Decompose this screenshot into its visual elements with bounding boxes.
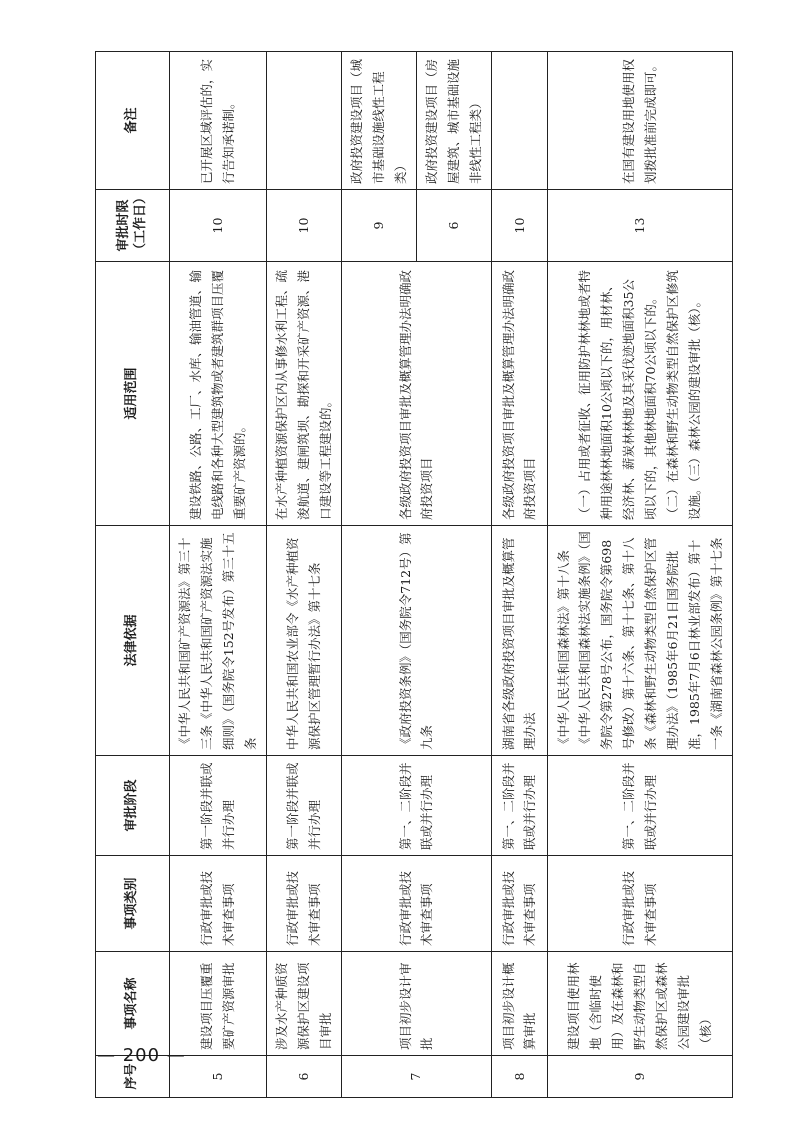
row-type: 行政审批或技术审查事项 [548, 856, 733, 952]
header-type: 事项类别 [96, 856, 170, 952]
row-type: 行政审批或技术审查事项 [170, 856, 267, 952]
table-row [266, 52, 341, 1098]
row-limit: 13 [548, 190, 733, 262]
row-no: 9 [548, 1056, 733, 1098]
row-no: 8 [491, 1056, 547, 1098]
row-remark-nonlinear: 政府投资建设项目（房屋建筑、城市基础设施非线性工程类） [416, 52, 491, 190]
row-name: 项目初步设计审批 [341, 952, 491, 1056]
header-name: 事项名称 [96, 952, 170, 1056]
row-scope: 在水产种植资源保护区内从事修水利工程、疏浚航道、建闸筑坝、勘探和开采矿产资源、港口建设等工程建设的。 [266, 262, 341, 526]
row-scope: （一）占用或者征收、征用防护林林地或者特种用途林林地面积10公顷以下的，用材林、经济林、薪炭林林地及其采伐迹地面积35公顷以下的，其他林地面积70公顷以下的。（二）在森林和野生动物类型自然保护区修筑设施。（三）森林公园的建设审批（核）。 [548, 262, 733, 526]
header-no: 序号 [96, 1056, 170, 1098]
row-stage: 第一、二阶段并联或并行办理 [341, 756, 491, 856]
header-limit: 审批时限（工作日） [96, 190, 170, 262]
row-limit: 10 [170, 190, 267, 262]
table-row [170, 52, 267, 1098]
row-basis: 《中华人民共和国矿产资源法》第三十三条《中华人民共和国矿产资源法实施细则》（国务院令152号发布）第三十五条 [170, 526, 267, 756]
row-remark [491, 52, 547, 190]
table-row [548, 52, 733, 1098]
table-row [341, 52, 416, 1098]
row-remark: 在国有建设用地使用权划拨批准前完成即可。 [548, 52, 733, 190]
row-limit-nonlinear: 6 [416, 190, 491, 262]
row-name: 建设项目使用林地（含临时使用）及在森林和野生动物类型自然保护区或森林公园建设审批（核） [548, 952, 733, 1056]
row-no: 5 [170, 1056, 267, 1098]
row-stage: 第一阶段并联或并行办理 [170, 756, 267, 856]
row-no: 6 [266, 1056, 341, 1098]
row-name: 建设项目压覆重要矿产资源审批 [170, 952, 267, 1056]
page-number: — 200 — [97, 1045, 186, 1066]
header-basis: 法律依据 [96, 526, 170, 756]
row-type: 行政审批或技术审查事项 [266, 856, 341, 952]
row-basis: 《政府投资条例》（国务院令712号）第九条 [341, 526, 491, 756]
row-type: 行政审批或技术审查事项 [491, 856, 547, 952]
table-header-row [96, 52, 170, 1098]
row-limit: 10 [266, 190, 341, 262]
row-name: 涉及水产种质资源保护区建设项目审批 [266, 952, 341, 1056]
row-type: 行政审批或技术审查事项 [341, 856, 491, 952]
row-stage: 第一、二阶段并联或并行办理 [491, 756, 547, 856]
row-name: 项目初步设计概算审批 [491, 952, 547, 1056]
row-remark-linear: 政府投资建设项目（城市基础设施线性工程类） [341, 52, 416, 190]
row-basis: 《中华人民共和国森林法》第十八条《中华人民共和国森林法实施条例》（国务院令第278号公布，国务院令第698号修改）第十六条、第十七条、第十八条《森林和野生动物类型自然保护区管理办法》（1985年6月21日国务院批准，1985年7月6日林业部发布）第十一条《湖南省森林公园条例》第十七条 [548, 526, 733, 756]
rotated-table-page [95, 52, 733, 1098]
header-remark: 备注 [96, 52, 170, 190]
row-stage: 第一阶段并联或并行办理 [266, 756, 341, 856]
row-basis: 湖南省各级政府投资项目审批及概算管理办法 [491, 526, 547, 756]
row-stage: 第一、二阶段并联或并行办理 [548, 756, 733, 856]
row-scope: 各级政府投资项目审批及概算管理办法明确政府投资项目 [491, 262, 547, 526]
row-limit-linear: 9 [341, 190, 416, 262]
approval-items-table [95, 51, 733, 1098]
table-row [491, 52, 547, 1098]
header-scope: 适用范围 [96, 262, 170, 526]
row-basis: 中华人民共和国农业部令《水产种植资源保护区管理暂行办法》第十七条 [266, 526, 341, 756]
header-stage: 审批阶段 [96, 756, 170, 856]
row-remark: 已开展区域评估的，实行告知承诺制。 [170, 52, 267, 190]
row-scope: 各级政府投资项目审批及概算管理办法明确政府投资项目 [341, 262, 491, 526]
row-no: 7 [341, 1056, 491, 1098]
row-scope: 建设铁路、公路、工厂、水库、输油管道、输电线路和各种大型建筑物或者建筑群项目压覆重要矿产资源的。 [170, 262, 267, 526]
row-remark [266, 52, 341, 190]
row-limit: 10 [491, 190, 547, 262]
